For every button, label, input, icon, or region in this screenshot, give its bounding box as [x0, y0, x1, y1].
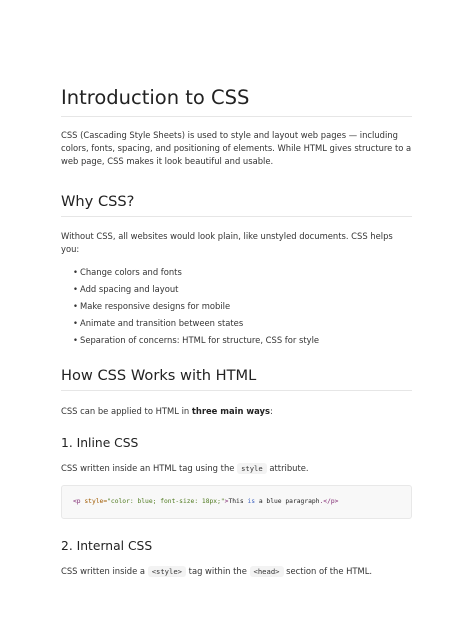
- intro-paragraph: CSS (Cascading Style Sheets) is used to style and layout web pages — including colors, fonts, spacing, and positioning of elements. While HTML gives structure to a web page, CSS makes it look beautiful and usable.: [61, 130, 412, 167]
- how-text-start: CSS can be applied to HTML in: [61, 406, 192, 417]
- code-text-b: a blue paragraph: [255, 497, 320, 505]
- code-tag-close: >: [224, 497, 229, 505]
- why-css-heading: Why CSS?: [61, 191, 412, 217]
- inline-css-heading: 1. Inline CSS: [61, 436, 139, 451]
- code-attr: style=: [80, 497, 108, 505]
- code-end-tag: .</p>: [319, 497, 339, 505]
- internal-css-paragraph: [61, 565, 412, 578]
- list-item: • Make responsive designs for mobile: [73, 301, 412, 312]
- list-item: • Separation of concerns: HTML for structure, CSS for style: [73, 335, 412, 346]
- code-keyword: is: [247, 497, 256, 505]
- inline-text-end: attribute.: [266, 463, 309, 474]
- page-title: Introduction to CSS: [61, 0, 412, 117]
- inline-css-code-block: [61, 485, 412, 519]
- code-tag-open: <p: [73, 497, 81, 505]
- internal-css-heading: 2. Internal CSS: [61, 538, 153, 553]
- how-text-end: :: [269, 406, 273, 417]
- list-item: • Animate and transition between states: [73, 318, 412, 329]
- internal-text-middle: tag within the: [186, 565, 250, 576]
- how-css-works-paragraph: [61, 405, 412, 418]
- code-text-a: This: [228, 497, 248, 505]
- internal-text-end: section of the HTML.: [283, 565, 373, 576]
- why-css-paragraph: Without CSS, all websites would look plain, like unstyled documents. CSS helps you:: [61, 230, 393, 254]
- list-item: • Add spacing and layout: [73, 284, 412, 295]
- list-item: • Change colors and fonts: [73, 267, 412, 278]
- code-attr-value: "color: blue; font-size: 18px;": [107, 497, 225, 505]
- internal-text-start: CSS written inside a: [61, 565, 148, 576]
- inline-text-start: CSS written inside an HTML tag using the: [61, 463, 238, 474]
- inline-code-style-tag: <style>: [148, 566, 186, 577]
- inline-code-head-tag: <head>: [250, 566, 284, 577]
- how-css-works-heading: How CSS Works with HTML: [61, 365, 412, 391]
- inline-code-style: style: [237, 463, 267, 474]
- how-text-bold: three main ways: [191, 406, 270, 417]
- inline-css-paragraph: [61, 462, 412, 475]
- benefits-list: [61, 267, 412, 346]
